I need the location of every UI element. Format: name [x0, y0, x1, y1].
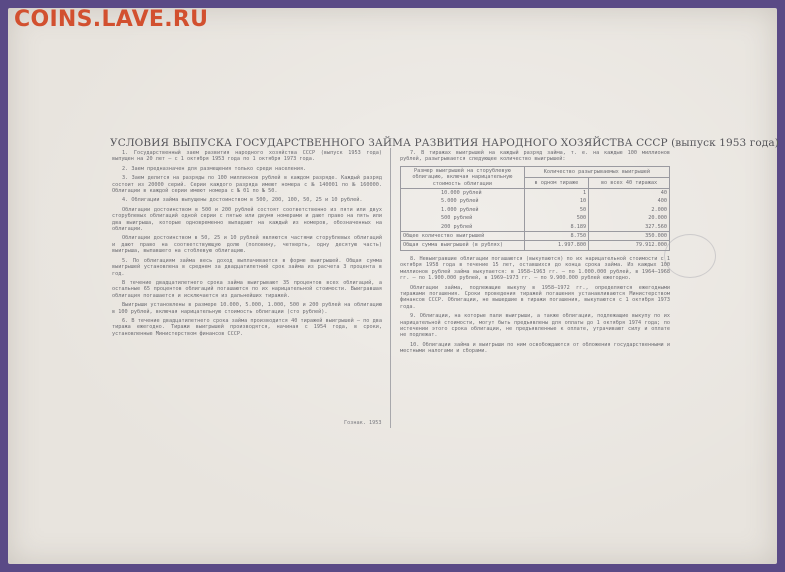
paragraph: Облигации достоинством в 50, 25 и 10 рублей являются частями сторублевых облигаций и дают право на соответствующую долю (половину, четверть, одну десятую часть) выигрыша, выпавшего на стоблевую облигацию. [112, 235, 382, 255]
column-divider [390, 148, 391, 428]
count-one: 50 [524, 206, 588, 214]
table-header-count: Количество разыгрываемых выигрышей [524, 166, 669, 177]
count-one: 8.189 [524, 223, 588, 232]
table-row [401, 189, 670, 198]
paragraph: 5. По облигациям займа весь доход выплачивается в форме выигрышей. Общая сумма выигрышей установлена в среднем за двадцатилетний срок займа из расчета 3 процента в год. [112, 257, 382, 277]
prize-size: 500 рублей [401, 214, 525, 222]
paragraph: 3. Заем делится на разряды по 100 миллионов рублей в каждом разряде. Каждый разряд состоит из 20000 серий. Серии каждого разряда имеют номера с № 140001 по № 160000. Облигации в каждой серии имеют номера с № 01 по № 50. [112, 175, 382, 195]
paragraph: 6. В течение двадцатилетнего срока займа производится 40 тиражей выигрышей — по два тиража ежегодно. Тиражи выигрышей производятся, начиная с 1954 года, в сроки, установленные Министерством финансов СССР. [112, 317, 382, 337]
total-sum-one: 1.997.800 [524, 241, 588, 250]
count-one: 10 [524, 197, 588, 205]
paragraph: 1. Государственный заем развития народного хозяйства СССР (выпуск 1953 года) выпущен на 20 лет — с 1 октября 1953 года по 1 октября 1973 года. [112, 150, 382, 163]
count-one: 1 [524, 189, 588, 198]
paragraph: 9. Облигации, на которые пали выигрыши, а также облигации, подлежащие выкупу по их нарицательной стоимости, могут быть предъявлены для оплаты до 1 октября 1974 года; по истечении этого срока облигации, не предъявленные к оплате, утрачивают силу и оплате не подлежат. [400, 313, 670, 339]
count-all: 40 [589, 189, 670, 198]
table-header-size: Размер выигрышей на сторублевую облигацию, включая нарицательную стоимость облигации [401, 166, 525, 188]
table-row [401, 223, 670, 232]
document-title: УСЛОВИЯ ВЫПУСКА ГОСУДАРСТВЕННОГО ЗАЙМА РАЗВИТИЯ НАРОДНОГО ХОЗЯЙСТВА СССР (выпуск 1953 года) [110, 137, 779, 149]
table-header-one-draw: в одном тираже [524, 177, 588, 188]
paragraph: В течение двадцатилетнего срока займа выигрывают 35 процентов всех облигаций, а остальные 65 процентов облигаций погашаются по их нарицательной стоимости. Выигравшая облигация погашается и исключается из дальнейших тиражей. [112, 279, 382, 299]
paragraph: Облигации достоинством в 500 и 200 рублей состоят соответственно из пяти или двух сторублевых облигаций одной серии с пятью или двумя номерами и дают право на пять или два выигрыша, которые одновременно выпадают на каждый из номеров, обозначенных на облигации. [112, 206, 382, 233]
left-column [112, 150, 382, 340]
paragraph: 8. Невыигравшие облигации погашаются (выкупаются) по их нарицательной стоимости с 1 октября 1958 года в течение 15 лет, оставшихся до конца срока займа. Из каждых 100 миллионов рублей займа выкупается: в 1958—1963 гг. — по 1.000.000 рублей, в 1964—1968 гг. — по 1.900.000 рублей, в 1969—1973 гг. — по 9.900.000 рублей ежегодно. [400, 255, 670, 282]
prize-size: 1.000 рублей [401, 206, 525, 214]
total-sum-all: 79.912.000 [589, 241, 670, 250]
total-count-all: 350.000 [589, 232, 670, 241]
faint-stamp [664, 234, 716, 278]
count-all: 20.000 [589, 214, 670, 222]
count-all: 327.560 [589, 223, 670, 232]
paragraph: 10. Облигации займа и выигрыши по ним освобождаются от обложения государственными и местными налогами и сборами. [400, 341, 670, 355]
right-column [400, 150, 670, 358]
site-watermark: COINS.LAVE.RU [14, 7, 209, 32]
count-one: 500 [524, 214, 588, 222]
table-header-all-draws: во всех 40 тиражах [589, 177, 670, 188]
printer-imprint: Гознак. 1953 [344, 420, 382, 426]
paragraph: 7. В тиражах выигрышей на каждый разряд займа, т. е. на каждые 100 миллионов рублей, разыгрывается следующее количество выигрышей: [400, 150, 670, 163]
table-row-total-count [401, 232, 670, 241]
total-count-label: Общее количество выигрышей [401, 232, 525, 241]
total-sum-label: Общая сумма выигрышей (в рублях) [401, 241, 525, 250]
paragraph: 4. Облигации займа выпущены достоинством в 500, 200, 100, 50, 25 и 10 рублей. [122, 197, 363, 204]
prize-size: 200 рублей [401, 223, 525, 232]
table-row [401, 197, 670, 205]
paragraph: Выигрыши установлены в размере 10.000, 5.000, 1.000, 500 и 200 рублей на облигацию в 100 рублей, включая нарицательную стоимость облигации (сто рублей). [112, 302, 382, 315]
paragraph: Облигации займа, подлежащие выкупу в 1958—1972 гг., определяются ежегодными тиражами погашения. Сроки проведения тиражей погашения устанавливаются Министерством финансов СССР. Облигации, не вышедшие в тиражи погашения, выкупаются с 1 октября 1973 года. [400, 284, 670, 310]
prize-size: 10.000 рублей [401, 189, 525, 198]
count-all: 2.000 [589, 206, 670, 214]
total-count-one: 8.750 [524, 232, 588, 241]
table-row-total-sum [401, 241, 670, 250]
table-row [401, 206, 670, 214]
winnings-table [400, 166, 670, 251]
table-row [401, 214, 670, 222]
count-all: 400 [589, 197, 670, 205]
prize-size: 5.000 рублей [401, 197, 525, 205]
paragraph: 2. Заем предназначен для размещения только среди населения. [122, 165, 307, 172]
